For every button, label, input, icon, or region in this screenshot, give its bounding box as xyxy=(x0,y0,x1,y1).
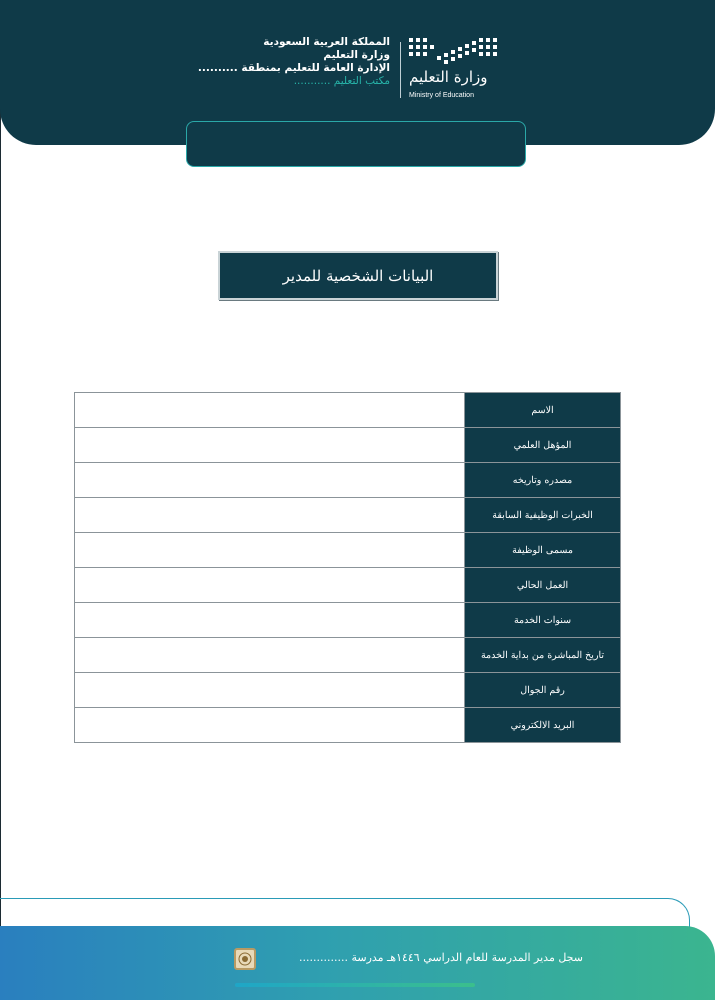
logo-divider xyxy=(400,42,401,98)
header-text-block xyxy=(198,36,390,88)
ministry-logo-icon xyxy=(407,36,499,66)
table-row xyxy=(75,673,621,708)
mobile-label-cell: رقم الجوال xyxy=(465,673,621,708)
ministry-logo xyxy=(407,36,502,104)
email-label-cell: البريد الالكتروني xyxy=(465,708,621,743)
mobile-value-cell[interactable] xyxy=(75,673,465,708)
table-row xyxy=(75,708,621,743)
personal-info-table xyxy=(74,392,621,743)
footer-underline xyxy=(235,983,475,987)
job-title-value-cell[interactable] xyxy=(75,533,465,568)
logo-english-text: Ministry of Education xyxy=(409,92,474,99)
table-row xyxy=(75,428,621,463)
job-title-label-cell: مسمى الوظيفة xyxy=(465,533,621,568)
table-row xyxy=(75,638,621,673)
table-row xyxy=(75,533,621,568)
service-years-value-cell[interactable] xyxy=(75,603,465,638)
header-line-ministry: وزارة التعليم xyxy=(323,49,390,61)
table-row xyxy=(75,568,621,603)
section-title: البيانات الشخصية للمدير xyxy=(282,266,434,285)
footer-text: سجل مدير المدرسة للعام الدراسي ١٤٤٦هـ مدرسة .............. xyxy=(299,951,583,964)
school-emblem-icon xyxy=(234,948,256,970)
previous-experience-value-cell[interactable] xyxy=(75,498,465,533)
previous-experience-label-cell: الخبرات الوظيفية السابقة xyxy=(465,498,621,533)
name-label-cell: الاسم xyxy=(465,393,621,428)
section-title-box xyxy=(218,251,498,300)
school-emblem-glyph xyxy=(238,952,252,966)
qualification-value-cell[interactable] xyxy=(75,428,465,463)
service-years-label-cell: سنوات الخدمة xyxy=(465,603,621,638)
current-work-value-cell[interactable] xyxy=(75,568,465,603)
source-date-label-cell: مصدره وتاريخه xyxy=(465,463,621,498)
name-value-cell[interactable] xyxy=(75,393,465,428)
start-date-value-cell[interactable] xyxy=(75,638,465,673)
email-value-cell[interactable] xyxy=(75,708,465,743)
table-row xyxy=(75,463,621,498)
logo-arabic-text: وزارة التعليم xyxy=(409,68,488,86)
qualification-label-cell: المؤهل العلمي xyxy=(465,428,621,463)
header-line-kingdom: المملكة العربية السعودية xyxy=(263,36,390,48)
header-line-office: مكتب التعليم ........... xyxy=(293,75,390,87)
table-row xyxy=(75,498,621,533)
source-date-value-cell[interactable] xyxy=(75,463,465,498)
current-work-label-cell: العمل الحالي xyxy=(465,568,621,603)
table-row xyxy=(75,393,621,428)
header-tab xyxy=(186,121,526,167)
table-row xyxy=(75,603,621,638)
start-date-label-cell: تاريخ المباشرة من بداية الخدمة xyxy=(465,638,621,673)
header-line-directorate: الإدارة العامة للتعليم بمنطقة .......... xyxy=(197,62,390,74)
